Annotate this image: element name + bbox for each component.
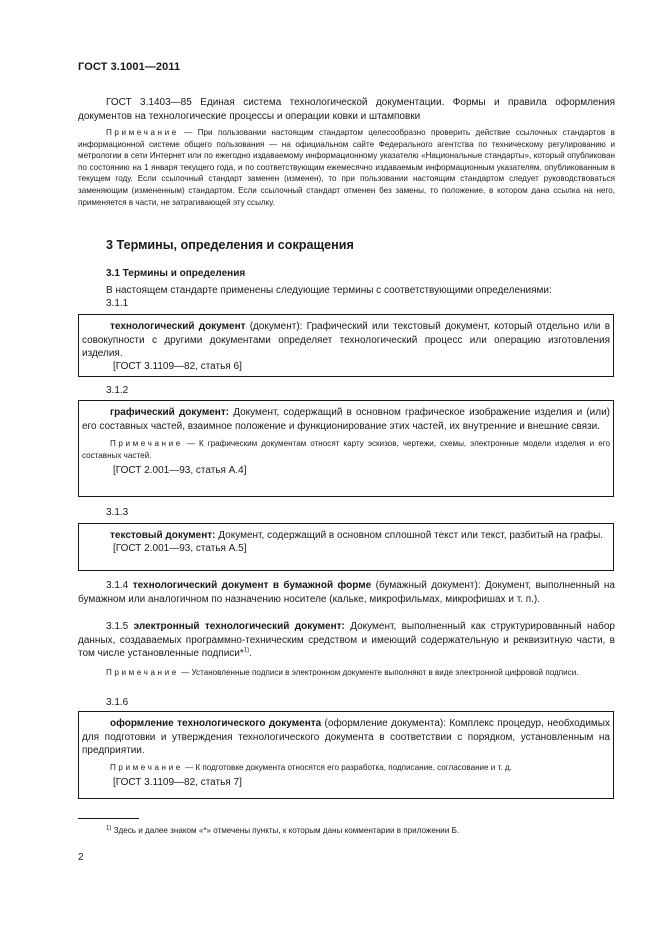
term-name: графический документ: — [110, 407, 230, 418]
term-3-1-4: 3.1.4 технологический документ в бумажной форме (бумажный документ): Документ, выполненный на бумажном или аналогичном по назначению носителе (кальке, микрофильмах, микрофишах и т. п.). — [78, 580, 615, 605]
page-number: 2 — [78, 852, 84, 863]
term-source: [ГОСТ 2.001—93, статья А.4] — [113, 465, 247, 477]
reference-gost-3-1403 — [78, 96, 615, 123]
term-name: оформление технологического документа — [110, 718, 322, 729]
intro-text: В настоящем стандарте применены следующие термины с соответствующими определениями: — [106, 285, 552, 296]
term-box-3-1-6 — [78, 711, 614, 799]
note-text: — При пользовании настоящим стандартом целесообразно проверить действие ссылочных стандартов в информационной системе общего пользования — на официальном сайте Федерального агентства по техническому регулированию и метрологии в сети Интернет или по ежегодно издаваемому информационному указателю «Национальные стандарты», который опубликован по состоянию на 1 января текущего года, и по соответствующим ежемесячно издаваемым информационным указателям, опубликованным в текущем году. Если ссылочный стандарт заменен (изменен), то при пользовании настоящим стандартом следует руководствоваться заменяющим (измененным) стандартом. Если ссылочный стандарт отменен без замены, то положение, в котором дана ссылка на него, применяется в части, не затрагивающей эту ссылку. — [78, 128, 615, 207]
term-definition: графический документ: Документ, содержащий в основном графическое изображение изделия и (или) его составных частей, взаимное положение и функционирование этих частей, их внутренние и внешние связи. — [82, 407, 610, 432]
term-name: текстовый документ: — [110, 530, 216, 541]
note-label: Примечание — [106, 128, 179, 137]
term-box-3-1-1 — [78, 314, 614, 377]
references-note — [78, 127, 615, 208]
term-name: технологический документ в бумажной форме — [132, 580, 372, 591]
term-definition: технологический документ (документ): Графический или текстовый документ, который отдельно или в совокупности с другими документами определяет технологический процесс или операцию изготовления изделия. — [82, 321, 611, 359]
subsection-3-1 — [78, 268, 615, 279]
section-title: 3 Термины, определения и сокращения — [106, 238, 354, 252]
footnote — [78, 826, 615, 835]
footnote-ref: 1) — [243, 647, 250, 654]
reference-text: ГОСТ 3.1403—85 Единая система технологической документации. Формы и правила оформления документов на технологические процессы и операции ковки и штамповки — [78, 97, 615, 122]
term-number-3-1-2: 3.1.2 — [106, 385, 129, 396]
term-number-3-1-3: 3.1.3 — [106, 507, 129, 518]
term-box-3-1-2 — [78, 400, 614, 497]
term-number: 3.1.4 — [106, 580, 129, 591]
term-number: 3.1.5 — [106, 621, 129, 632]
footnote-mark: 1) — [106, 825, 112, 832]
footnote-text: Здесь и далее знаком «*» отмечены пункты, к которым даны комментарии в приложении Б. — [111, 826, 460, 835]
term-source: [ГОСТ 3.1109—82, статья 6] — [113, 360, 242, 372]
term-3-1-5-note: Примечание — Установленные подписи в электронном документе выполняют в виде электронной цифровой подписи. — [106, 668, 579, 677]
term-name: электронный технологический документ: — [133, 621, 345, 632]
term-note: Примечание — К графическим документам относят карту эскизов, чертежи, схемы, электронные модели изделия и его составных частей. — [82, 439, 610, 460]
term-number-3-1-6: 3.1.6 — [106, 697, 129, 708]
term-name: технологический документ — [110, 321, 246, 332]
document-header: ГОСТ 3.1001—2011 — [78, 61, 181, 73]
term-box-3-1-3 — [78, 523, 614, 571]
term-definition: текстовый документ: Документ, содержащий в основном сплошной текст или текст, разбитый на графы. — [110, 530, 604, 541]
term-3-1-5: 3.1.5 электронный технологический документ: Документ, выполненный как структурированный набор данных, создаваемых программно-техническим средством и имеющий содержательную и реквизитную части, в том числе установленные подписи*$^{1)}$. — [78, 621, 615, 659]
term-note: Примечание — К подготовке документа относятся его разработка, подписание, согласование и т. д. — [110, 762, 512, 772]
term-definition: оформление технологического документа (оформление документа): Комплекс процедур, необходимых для подготовки и утверждения технологического документа в соответствии с порядком, установленным на предприятии. — [82, 718, 610, 756]
section-intro — [78, 284, 615, 298]
term-number-3-1-1: 3.1.1 — [106, 298, 129, 309]
term-source: [ГОСТ 3.1109—82, статья 7] — [113, 777, 242, 789]
term-source: [ГОСТ 2.001—93, статья А.5] — [113, 542, 247, 554]
footnote-separator — [78, 818, 139, 819]
section-3-title-wrap — [78, 238, 615, 252]
subsection-title: 3.1 Термины и определения — [106, 268, 246, 279]
